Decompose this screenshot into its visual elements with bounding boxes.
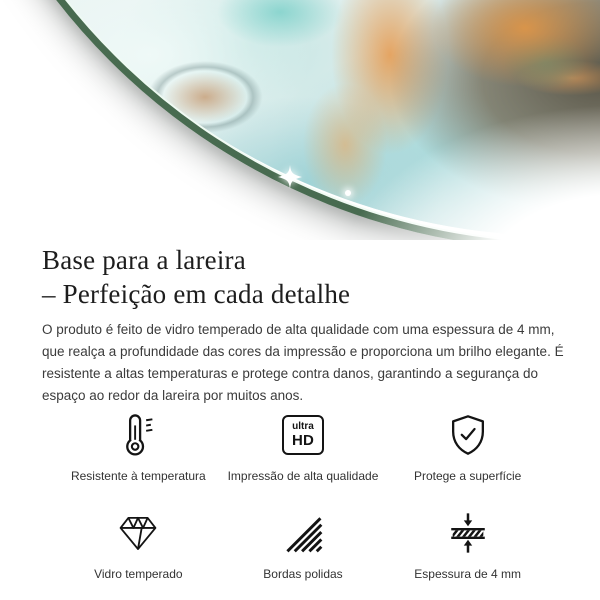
feature-label: Bordas polidas bbox=[263, 567, 343, 581]
feature-label: Espessura de 4 mm bbox=[414, 567, 522, 581]
shield-check-icon bbox=[445, 409, 491, 461]
product-description: O produto é feito de vidro temperado de alta qualidade com uma espessura de 4 mm, que realça a profundidade das cores da impressão e proporciona um brilho elegante. É resistente a altas temperaturas e protege contra danos, garantindo a segurança do espaço ao redor da lareira por muitos anos. bbox=[42, 322, 564, 403]
ultra-hd-badge-bottom: HD bbox=[291, 432, 315, 449]
page-title-line2: – Perfeição em cada detalhe bbox=[42, 279, 351, 309]
product-info-section bbox=[0, 240, 600, 581]
ultra-hd-icon bbox=[282, 409, 324, 461]
polished-edges-icon bbox=[281, 507, 325, 559]
page-title bbox=[42, 240, 564, 311]
thermometer-icon bbox=[115, 409, 161, 461]
feature-label: Resistente à temperatura bbox=[70, 469, 206, 483]
feature-item-polished-edges bbox=[221, 507, 386, 581]
product-photo bbox=[0, 0, 600, 240]
sparkle-dot bbox=[345, 190, 351, 196]
features-grid bbox=[56, 409, 550, 581]
feature-label: Vidro temperado bbox=[94, 567, 183, 581]
feature-item-temperature bbox=[56, 409, 221, 483]
feature-label: Impressão de alta qualidade bbox=[227, 469, 379, 483]
page-title-line1: Base para a lareira bbox=[42, 245, 246, 275]
feature-label: Protege a superfície bbox=[413, 469, 522, 483]
sparkle-icon bbox=[277, 164, 303, 190]
feature-item-protection bbox=[385, 409, 550, 483]
glass-panel-artwork bbox=[0, 0, 600, 240]
thickness-icon bbox=[445, 507, 491, 559]
diamond-icon bbox=[114, 507, 162, 559]
feature-item-thickness bbox=[385, 507, 550, 581]
feature-item-tempered-glass bbox=[56, 507, 221, 581]
ultra-hd-badge-top: ultra bbox=[292, 421, 314, 432]
feature-item-print-quality bbox=[221, 409, 386, 483]
